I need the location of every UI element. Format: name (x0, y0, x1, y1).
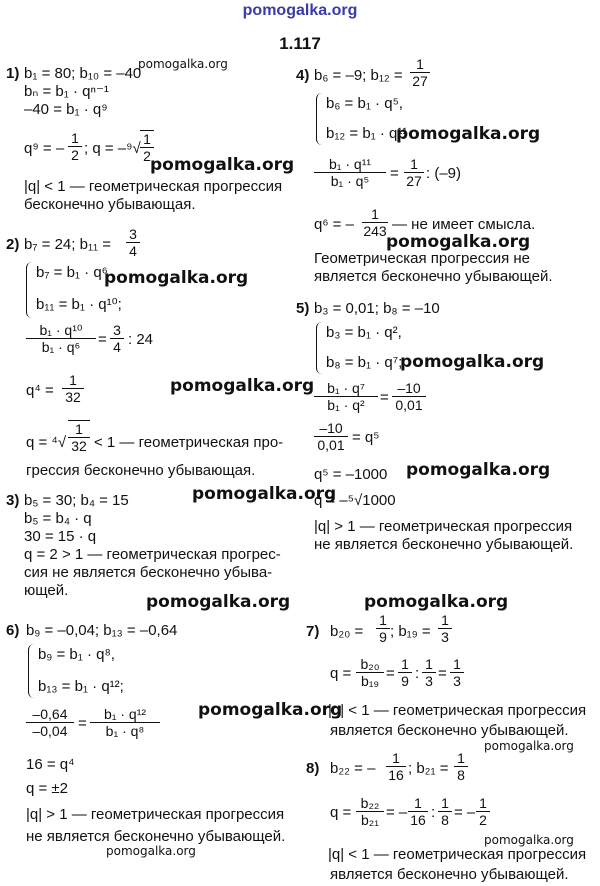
equals: = (78, 715, 87, 732)
fraction: 1 16 (386, 750, 406, 783)
item-number: 7) (306, 623, 320, 640)
fraction: 1 2 (68, 130, 82, 163)
fraction: b₂₂ b₂₁ (356, 795, 384, 828)
result-line: q = ⁴√ (26, 434, 67, 451)
ratio-line: q = (330, 804, 352, 821)
fraction: 1 8 (438, 795, 452, 828)
watermark: pomogalka.org (386, 232, 531, 252)
item-number: 6) (6, 622, 20, 639)
fraction: b₂₀ b₁₉ (356, 656, 384, 689)
watermark: pomogalka.org (192, 484, 337, 504)
equation-line: 30 = 15 · q (24, 528, 97, 545)
conclusion-line: не является бесконечно убывающей. (26, 828, 286, 845)
conclusion-line: |q| < 1 — геометрическая прогрессия (328, 702, 587, 719)
watermark: pomogalka.org (406, 460, 551, 480)
system-brace (316, 93, 325, 145)
watermark: pomogalka.org (106, 844, 196, 858)
problem-number: 1.117 (279, 34, 321, 53)
fraction: 1 32 (68, 420, 90, 454)
divisor: : 24 (128, 331, 154, 348)
given-line: ; b₂₁ = (408, 760, 449, 777)
ratio-line: q = (330, 665, 352, 682)
watermark: pomogalka.org (484, 833, 574, 847)
fraction: –10 0,01 (392, 380, 426, 413)
system-line: b₁₃ = b₁ · q¹²; (38, 678, 124, 695)
equals: = (386, 665, 395, 682)
conclusion-line: сия не является бесконечно убыва- (24, 564, 273, 581)
fraction: 1 16 (408, 795, 428, 828)
conclusion-line: |q| < 1 — геометрическая прогрессия (328, 846, 587, 863)
fraction: 1 243 (363, 206, 387, 239)
given-line: b₃ = 0,01; b₈ = –10 (314, 300, 440, 317)
item-number: 3) (6, 492, 20, 509)
fraction: 1 9 (398, 656, 412, 689)
fraction: b₁ · q¹¹ b₁ · q⁵ (314, 156, 386, 189)
fraction: 3 4 (126, 226, 140, 259)
given-line: ; b₁₉ = (390, 623, 431, 640)
result-line: q = ±2 (26, 780, 69, 797)
fraction: 1 3 (450, 656, 464, 689)
fraction: 1 32 (62, 372, 84, 405)
formula-line: bₙ = b₁ · qⁿ⁻¹ (24, 83, 109, 100)
divide: : (415, 665, 420, 682)
item-number: 4) (296, 67, 310, 84)
system-line: b₁₁ = b₁ · q¹⁰; (36, 296, 122, 313)
conclusion-line: Геометрическая прогрессия не (314, 250, 530, 267)
conclusion-line: q = 2 > 1 — геометрическая прогрес- (24, 546, 281, 563)
conclusion-line: |q| > 1 — геометрическая прогрессия (26, 806, 285, 823)
conclusion-line: не является бесконечно убывающей. (314, 536, 574, 553)
watermark: pomogalka.org (364, 592, 509, 612)
result-line: q⁹ = – (24, 140, 65, 157)
fraction: 1 2 (476, 795, 490, 828)
site-header: pomogalka.org (242, 2, 358, 19)
fraction: 1 2 (140, 130, 154, 164)
system-line: b₈ = b₁ · q⁷; (326, 354, 403, 371)
result-line: q⁶ = – (314, 216, 354, 233)
given-line: b₉ = –0,04; b₁₃ = –0,64 (26, 622, 178, 639)
given-line: b₅ = 30; b₄ = 15 (24, 492, 129, 509)
system-line: b₁₂ = b₁ · q¹¹ (326, 125, 408, 142)
conclusion-line: < 1 — геометрическая про- (94, 434, 284, 451)
result-line: q⁴ = (26, 382, 54, 399)
equals: = (380, 389, 389, 406)
fraction: 1 9 (376, 612, 390, 645)
equation-line: –40 = b₁ · q⁹ (24, 101, 108, 118)
given-line: b₂₀ = (330, 623, 364, 640)
equals: = (390, 165, 399, 182)
watermark: pomogalka.org (138, 57, 228, 71)
given-line: b₂₂ = – (330, 760, 376, 777)
conclusion-line: |q| < 1 — геометрическая прогрессия (24, 178, 283, 195)
item-number: 1) (6, 65, 20, 82)
fraction: 3 4 (110, 322, 124, 355)
equals: = – (454, 804, 476, 821)
item-number: 2) (6, 236, 20, 253)
watermark: pomogalka.org (146, 592, 291, 612)
system-brace (316, 322, 325, 374)
system-line: b₆ = b₁ · q⁵, (326, 95, 403, 112)
system-line: b₉ = b₁ · q⁸, (38, 646, 115, 663)
fraction: –0,64 –0,04 (26, 706, 74, 739)
given-line: b₆ = –9; b₁₂ = (314, 67, 403, 84)
divisor: : (–9) (426, 165, 462, 182)
item-number: 8) (306, 760, 320, 777)
conclusion-line: является бесконечно убывающей. (330, 722, 569, 739)
formula-line: b₅ = b₄ · q (24, 510, 92, 527)
system-brace (26, 262, 35, 318)
result-line: — не имеет смысла. (392, 216, 536, 233)
conclusion-line: является бесконечно убывающей. (314, 268, 553, 285)
conclusion-line: является бесконечно убывающей. (330, 866, 569, 883)
fraction: 1 27 (404, 156, 424, 189)
equals: = (438, 665, 447, 682)
fraction: 1 8 (454, 750, 468, 783)
conclusion-line: ющей. (24, 582, 69, 599)
watermark: pomogalka.org (484, 739, 574, 753)
equals: = (98, 331, 107, 348)
system-brace (28, 644, 37, 698)
divide: : (431, 804, 436, 821)
fraction: 1 27 (410, 56, 430, 89)
system-line: b₃ = b₁ · q², (326, 324, 402, 341)
result-line: 16 = q⁴ (26, 756, 75, 773)
watermark: pomogalka.org (198, 700, 343, 720)
given-line: b₇ = 24; b₁₁ = (24, 236, 112, 253)
result-line: q⁵ = –1000 (314, 466, 388, 483)
fraction: b₁ · q¹⁰ b₁ · q⁶ (26, 322, 96, 355)
watermark: pomogalka.org (400, 352, 545, 372)
fraction: 1 3 (422, 656, 436, 689)
watermark: pomogalka.org (170, 376, 315, 396)
result-line: ; q = –⁹√ (84, 140, 141, 157)
fraction: 1 3 (438, 612, 452, 645)
fraction: –10 0,01 (314, 420, 348, 453)
watermark: pomogalka.org (150, 155, 295, 175)
item-number: 5) (296, 300, 310, 317)
conclusion-line: бесконечно убывающая. (24, 196, 196, 213)
fraction: b₁ · q¹² b₁ · q⁸ (90, 706, 160, 739)
watermark: pomogalka.org (396, 124, 541, 144)
conclusion-line: |q| > 1 — геометрическая прогрессия (314, 518, 573, 535)
equation-line: = q⁵ (352, 429, 380, 446)
equals: = – (386, 804, 408, 821)
result-line: q = –⁵√1000 (314, 492, 396, 509)
system-line: b₇ = b₁ · q⁶ (36, 264, 108, 281)
fraction: b₁ · q⁷ b₁ · q² (314, 380, 378, 413)
given-line: b₁ = 80; b₁₀ = –40 (24, 65, 142, 82)
conclusion-line: грессия бесконечно убывающая. (26, 462, 256, 479)
watermark: pomogalka.org (104, 268, 249, 288)
